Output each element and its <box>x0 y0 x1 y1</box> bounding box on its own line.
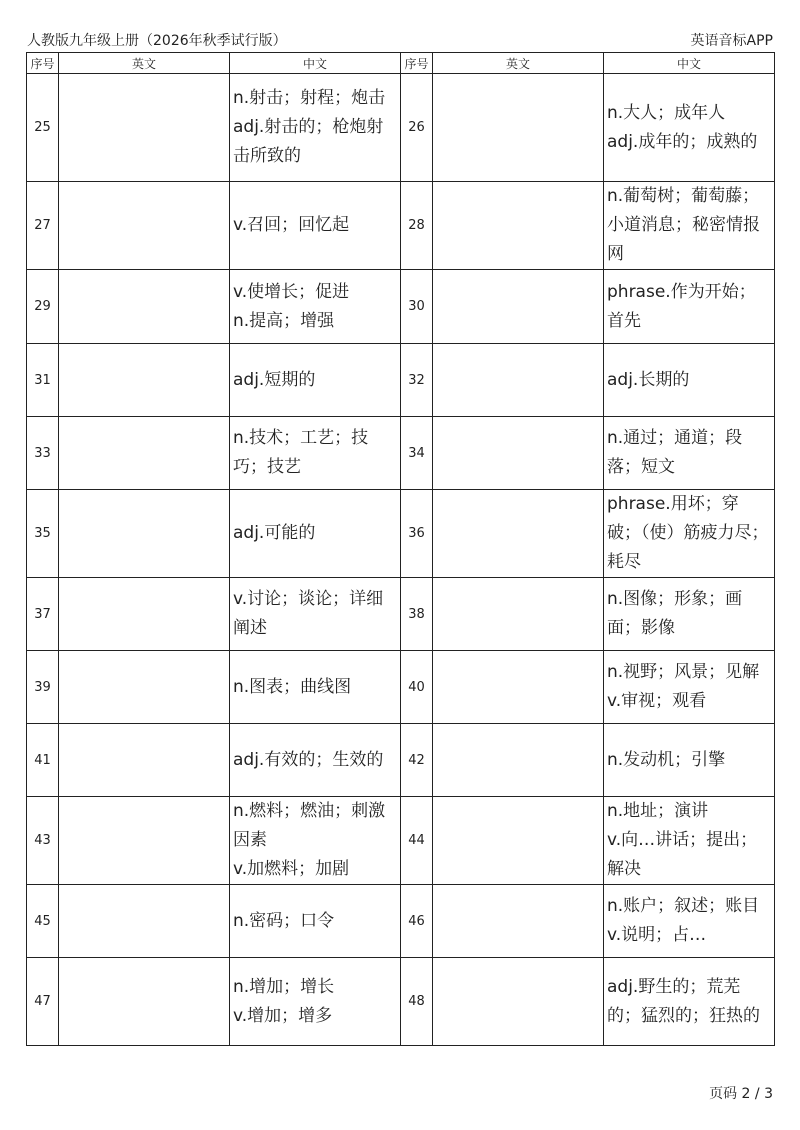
table-header-row <box>27 53 775 74</box>
english-cell[interactable] <box>59 578 230 651</box>
english-cell[interactable] <box>59 270 230 344</box>
row-number: 41 <box>27 724 59 797</box>
chinese-cell: v.使增长；促进 n.提高；增强 <box>230 270 401 344</box>
row-number: 43 <box>27 797 59 885</box>
table-row <box>27 182 775 270</box>
chinese-cell: adj.长期的 <box>604 344 775 417</box>
english-cell[interactable] <box>433 958 604 1046</box>
row-number: 48 <box>401 958 433 1046</box>
row-number: 45 <box>27 885 59 958</box>
chinese-cell: v.讨论；谈论；详细阐述 <box>230 578 401 651</box>
row-number: 29 <box>27 270 59 344</box>
english-cell[interactable] <box>433 417 604 490</box>
chinese-cell: n.葡萄树；葡萄藤；小道消息；秘密情报网 <box>604 182 775 270</box>
column-header-chinese: 中文 <box>230 53 401 74</box>
vocabulary-table <box>26 52 775 1046</box>
english-cell[interactable] <box>433 344 604 417</box>
chinese-cell: n.射击；射程；炮击 adj.射击的；枪炮射击所致的 <box>230 74 401 182</box>
column-header-english: 英文 <box>59 53 230 74</box>
row-number: 39 <box>27 651 59 724</box>
chinese-cell: n.大人；成年人 adj.成年的；成熟的 <box>604 74 775 182</box>
english-cell[interactable] <box>433 182 604 270</box>
chinese-cell: adj.野生的；荒芜的；猛烈的；狂热的 <box>604 958 775 1046</box>
english-cell[interactable] <box>59 885 230 958</box>
chinese-cell: adj.可能的 <box>230 490 401 578</box>
chinese-cell: adj.有效的；生效的 <box>230 724 401 797</box>
row-number: 33 <box>27 417 59 490</box>
row-number: 36 <box>401 490 433 578</box>
english-cell[interactable] <box>59 490 230 578</box>
chinese-cell: n.技术；工艺；技巧；技艺 <box>230 417 401 490</box>
english-cell[interactable] <box>59 182 230 270</box>
english-cell[interactable] <box>59 417 230 490</box>
table-row <box>27 885 775 958</box>
table-row <box>27 958 775 1046</box>
chinese-cell: n.图表；曲线图 <box>230 651 401 724</box>
english-cell[interactable] <box>433 885 604 958</box>
chinese-cell: phrase.用坏；穿破；（使）筋疲力尽；耗尽 <box>604 490 775 578</box>
english-cell[interactable] <box>433 578 604 651</box>
table-row <box>27 724 775 797</box>
row-number: 32 <box>401 344 433 417</box>
row-number: 27 <box>27 182 59 270</box>
english-cell[interactable] <box>59 958 230 1046</box>
column-header-number: 序号 <box>401 53 433 74</box>
row-number: 40 <box>401 651 433 724</box>
chinese-cell: n.视野；风景；见解 v.审视；观看 <box>604 651 775 724</box>
english-cell[interactable] <box>433 797 604 885</box>
row-number: 47 <box>27 958 59 1046</box>
english-cell[interactable] <box>59 651 230 724</box>
chinese-cell: n.密码；口令 <box>230 885 401 958</box>
chinese-cell: n.图像；形象；画面；影像 <box>604 578 775 651</box>
english-cell[interactable] <box>59 74 230 182</box>
chinese-cell: adj.短期的 <box>230 344 401 417</box>
table-row <box>27 797 775 885</box>
column-header-english: 英文 <box>433 53 604 74</box>
english-cell[interactable] <box>433 724 604 797</box>
english-cell[interactable] <box>59 344 230 417</box>
english-cell[interactable] <box>433 270 604 344</box>
page-number: 页码 2 / 3 <box>709 1086 773 1102</box>
row-number: 46 <box>401 885 433 958</box>
table-row <box>27 578 775 651</box>
row-number: 31 <box>27 344 59 417</box>
app-name: 英语音标APP <box>690 33 773 49</box>
document-title: 人教版九年级上册（2026年秋季试行版） <box>27 33 287 49</box>
row-number: 25 <box>27 74 59 182</box>
table-row <box>27 417 775 490</box>
table-row <box>27 651 775 724</box>
chinese-cell: n.通过；通道；段落；短文 <box>604 417 775 490</box>
row-number: 38 <box>401 578 433 651</box>
row-number: 37 <box>27 578 59 651</box>
english-cell[interactable] <box>433 490 604 578</box>
row-number: 44 <box>401 797 433 885</box>
row-number: 34 <box>401 417 433 490</box>
english-cell[interactable] <box>59 724 230 797</box>
chinese-cell: n.地址；演讲 v.向…讲话；提出；解决 <box>604 797 775 885</box>
table-row <box>27 270 775 344</box>
row-number: 26 <box>401 74 433 182</box>
table-row <box>27 344 775 417</box>
chinese-cell: n.增加；增长 v.增加；增多 <box>230 958 401 1046</box>
row-number: 30 <box>401 270 433 344</box>
row-number: 28 <box>401 182 433 270</box>
row-number: 35 <box>27 490 59 578</box>
chinese-cell: phrase.作为开始；首先 <box>604 270 775 344</box>
english-cell[interactable] <box>59 797 230 885</box>
table-body <box>27 74 775 1046</box>
column-header-number: 序号 <box>27 53 59 74</box>
chinese-cell: n.发动机；引擎 <box>604 724 775 797</box>
row-number: 42 <box>401 724 433 797</box>
column-header-chinese: 中文 <box>604 53 775 74</box>
chinese-cell: n.账户；叙述；账目 v.说明；占… <box>604 885 775 958</box>
english-cell[interactable] <box>433 651 604 724</box>
english-cell[interactable] <box>433 74 604 182</box>
table-row <box>27 74 775 182</box>
table-row <box>27 490 775 578</box>
chinese-cell: n.燃料；燃油；刺激因素 v.加燃料；加剧 <box>230 797 401 885</box>
chinese-cell: v.召回；回忆起 <box>230 182 401 270</box>
